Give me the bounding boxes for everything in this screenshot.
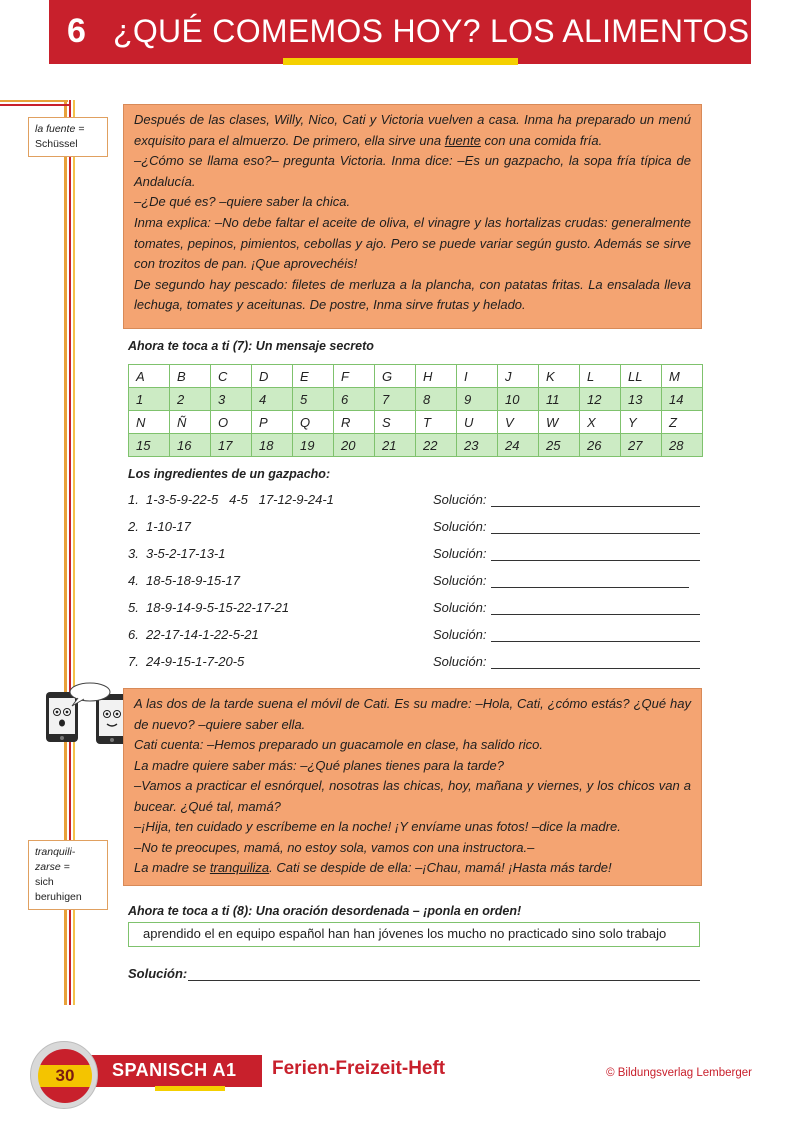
cipher-cell: I — [457, 365, 498, 388]
cipher-cell: 5 — [293, 388, 334, 411]
cipher-cell: 26 — [580, 434, 621, 457]
scrambled-sentence-box: aprendido el en equipo español han han jóvenes los mucho no practicado sino solo trabajo — [128, 922, 700, 947]
cipher-cell: F — [334, 365, 375, 388]
solution-label: Solución: — [433, 600, 487, 615]
solution-label: Solución: — [433, 627, 487, 642]
footer-subtitle: Ferien-Freizeit-Heft — [272, 1058, 446, 1079]
cipher-cell: 27 — [621, 434, 662, 457]
answer-line[interactable] — [491, 587, 689, 588]
solution-label: Solución: — [433, 546, 487, 561]
exercise-item — [128, 546, 700, 564]
underlined-word: fuente — [444, 132, 481, 148]
cipher-cell: N — [129, 411, 170, 434]
exercise-code: 3-5-2-17-13-1 — [146, 546, 226, 561]
cipher-cell: Z — [662, 411, 703, 434]
reading-paragraph: –¿Cómo se llama eso?– pregunta Victoria. Inma dice: –Es un gazpacho, la sopa fría típica de Andalucía. — [134, 153, 691, 189]
cipher-letters-row — [129, 365, 703, 388]
cipher-cell: B — [170, 365, 211, 388]
cipher-cell: 15 — [129, 434, 170, 457]
answer-line[interactable] — [491, 614, 700, 615]
glossary-term: zarse = — [35, 861, 70, 873]
cipher-cell: 11 — [539, 388, 580, 411]
cipher-cell: 16 — [170, 434, 211, 457]
cipher-cell: X — [580, 411, 621, 434]
cipher-cell: 9 — [457, 388, 498, 411]
reading-paragraph: La madre quiere saber más: –¿Qué planes tienes para la tarde? — [134, 757, 504, 773]
reading-paragraph: Inma explica: –No debe faltar el aceite de oliva, el vinagre y las hortalizas crudas: generalmente tomates, pepinos, pimientos, cebollas y ajo. Pero se puede variar según gusto. Además se sirve con trozitos de pan. ¡Que aprovechéis! — [134, 214, 691, 272]
footer-accent-stripe — [155, 1086, 225, 1091]
cipher-cell: 12 — [580, 388, 621, 411]
solution-label: Solución: — [433, 654, 487, 669]
answer-line[interactable] — [491, 506, 700, 507]
underlined-word: tranquiliza — [209, 860, 270, 875]
cipher-cell: 22 — [416, 434, 457, 457]
exercise-item — [128, 492, 700, 510]
exercise-item — [128, 519, 700, 537]
cipher-cell: 10 — [498, 388, 539, 411]
cipher-cell: P — [252, 411, 293, 434]
page-number: 30 — [55, 1066, 75, 1085]
glossary-term: la fuente = — [35, 123, 85, 135]
reading-paragraph: De segundo hay pescado: filetes de merluza a la plancha, con patatas fritas. La ensalada lleva lechuga, tomates y aceitunas. De postre, Inma sirve frutas y helado. — [134, 276, 691, 313]
glossary-note-tranquilizarse — [28, 840, 108, 910]
answer-line[interactable] — [491, 641, 700, 642]
cipher-cell: G — [375, 365, 416, 388]
chapter-header — [49, 0, 751, 64]
phones-chat-icon — [44, 682, 134, 744]
cipher-cell: T — [416, 411, 457, 434]
cipher-cell: 13 — [621, 388, 662, 411]
glossary-translation: beruhigen — [35, 891, 82, 903]
cipher-numbers-row — [129, 388, 703, 411]
reading-paragraph: A las dos de la tarde suena el móvil de Cati. Es su madre: –Hola, Cati, ¿cómo estás? ¿Qué hay de nuevo? –quiere saber ella. — [134, 696, 691, 732]
cipher-cell: U — [457, 411, 498, 434]
cipher-cell: K — [539, 365, 580, 388]
cipher-cell: 4 — [252, 388, 293, 411]
page-title: ¿QUÉ COMEMOS HOY? LOS ALIMENTOS — [113, 13, 750, 49]
exercise-item — [128, 573, 700, 591]
cipher-cell: V — [498, 411, 539, 434]
exercise-code: 1-3-5-9-22-5 4-5 17-12-9-24-1 — [146, 492, 334, 507]
solution-label: Solución: — [433, 519, 487, 534]
exercise-code: 18-9-14-9-5-15-22-17-21 — [146, 600, 290, 615]
exercise-number: 1. — [128, 492, 139, 507]
header-accent-stripe — [283, 58, 518, 65]
cipher-cell: O — [211, 411, 252, 434]
cipher-numbers-row — [129, 434, 703, 457]
solution-label: Solución: — [433, 492, 487, 507]
chapter-number: 6 — [67, 12, 86, 50]
cipher-cell: E — [293, 365, 334, 388]
cipher-cell: Q — [293, 411, 334, 434]
cipher-table — [128, 364, 703, 457]
task7-title: Ahora te toca a ti (7): Un mensaje secreto — [128, 339, 374, 353]
footer-copyright: © Bildungsverlag Lemberger — [606, 1067, 752, 1079]
cipher-cell: 6 — [334, 388, 375, 411]
cipher-cell: J — [498, 365, 539, 388]
reading-text-phone-call — [123, 688, 702, 886]
cipher-cell: 14 — [662, 388, 703, 411]
reading-paragraph: Cati cuenta: –Hemos preparado un guacamole en clase, ha salido rico. — [134, 737, 544, 752]
cipher-cell: 1 — [129, 388, 170, 411]
exercise-number: 7. — [128, 654, 139, 669]
glossary-note-fuente — [28, 117, 108, 157]
cipher-cell: W — [539, 411, 580, 434]
reading-paragraph: Después de las clases, Willy, Nico, Cati y Victoria vuelven a casa. Inma ha preparado un menú exquisito para el almuerzo. De primero, ella sirve una fuente con una comida fría. — [134, 112, 691, 148]
task7-subtitle: Los ingredientes de un gazpacho: — [128, 467, 331, 481]
exercise-number: 4. — [128, 573, 139, 588]
margin-line — [0, 100, 68, 102]
glossary-translation: sich — [35, 876, 54, 888]
cipher-cell: 28 — [662, 434, 703, 457]
exercise-code: 22-17-14-1-22-5-21 — [146, 627, 259, 642]
answer-line[interactable] — [188, 980, 700, 981]
footer-brand: SPANISCH A1 — [112, 1060, 237, 1080]
exercise-code: 24-9-15-1-7-20-5 — [146, 654, 245, 669]
cipher-cell: H — [416, 365, 457, 388]
cipher-cell: LL — [621, 365, 662, 388]
cipher-cell: 24 — [498, 434, 539, 457]
exercise-code: 1-10-17 — [146, 519, 191, 534]
cipher-cell: 7 — [375, 388, 416, 411]
answer-line[interactable] — [491, 668, 700, 669]
reading-paragraph: –Vamos a practicar el esnórquel, nosotras las chicas, hoy, mañana y viernes, y los chicos van a bucear. ¿Qué tal, mamá? — [134, 778, 691, 814]
margin-line — [0, 104, 70, 106]
cipher-cell: 17 — [211, 434, 252, 457]
cipher-cell: 18 — [252, 434, 293, 457]
cipher-cell: 25 — [539, 434, 580, 457]
cipher-cell: R — [334, 411, 375, 434]
exercise-number: 5. — [128, 600, 139, 615]
exercise-item — [128, 600, 700, 618]
cipher-cell: C — [211, 365, 252, 388]
cipher-cell: A — [129, 365, 170, 388]
cipher-cell: S — [375, 411, 416, 434]
solution-label: Solución: — [433, 573, 487, 588]
cipher-cell: 21 — [375, 434, 416, 457]
cipher-cell: Ñ — [170, 411, 211, 434]
reading-paragraph: –¡Hija, ten cuidado y escríbeme en la noche! ¡Y envíame unas fotos! –dice la madre. — [134, 819, 621, 834]
reading-paragraph: –¿De qué es? –quiere saber la chica. — [134, 194, 351, 210]
cipher-cell: Y — [621, 411, 662, 434]
reading-paragraph: La madre se tranquiliza. Cati se despide de ella: –¡Chau, mamá! ¡Hasta más tarde! — [134, 860, 612, 875]
exercise-item — [128, 654, 700, 672]
reading-text-gazpacho — [123, 104, 702, 329]
glossary-translation: Schüssel — [35, 138, 78, 150]
exercise-code: 18-5-18-9-15-17 — [146, 573, 240, 588]
page-number-badge — [30, 1041, 98, 1109]
cipher-cell: 19 — [293, 434, 334, 457]
reading-paragraph: –No te preocupes, mamá, no estoy sola, vamos con una instructora.– — [134, 839, 535, 855]
cipher-cell: L — [580, 365, 621, 388]
answer-line[interactable] — [491, 560, 700, 561]
cipher-cell: 20 — [334, 434, 375, 457]
cipher-cell: D — [252, 365, 293, 388]
cipher-cell: 23 — [457, 434, 498, 457]
exercise-number: 6. — [128, 627, 139, 642]
task8-title: Ahora te toca a ti (8): Una oración desordenada – ¡ponla en orden! — [128, 904, 522, 918]
exercise-number: 2. — [128, 519, 139, 534]
exercise-number: 3. — [128, 546, 139, 561]
cipher-cell: 3 — [211, 388, 252, 411]
glossary-term: tranquili- — [35, 846, 76, 858]
exercise-item — [128, 627, 700, 645]
cipher-cell: 8 — [416, 388, 457, 411]
cipher-cell: M — [662, 365, 703, 388]
cipher-cell: 2 — [170, 388, 211, 411]
cipher-letters-row — [129, 411, 703, 434]
answer-line[interactable] — [491, 533, 700, 534]
solution-label: Solución: — [128, 966, 188, 981]
